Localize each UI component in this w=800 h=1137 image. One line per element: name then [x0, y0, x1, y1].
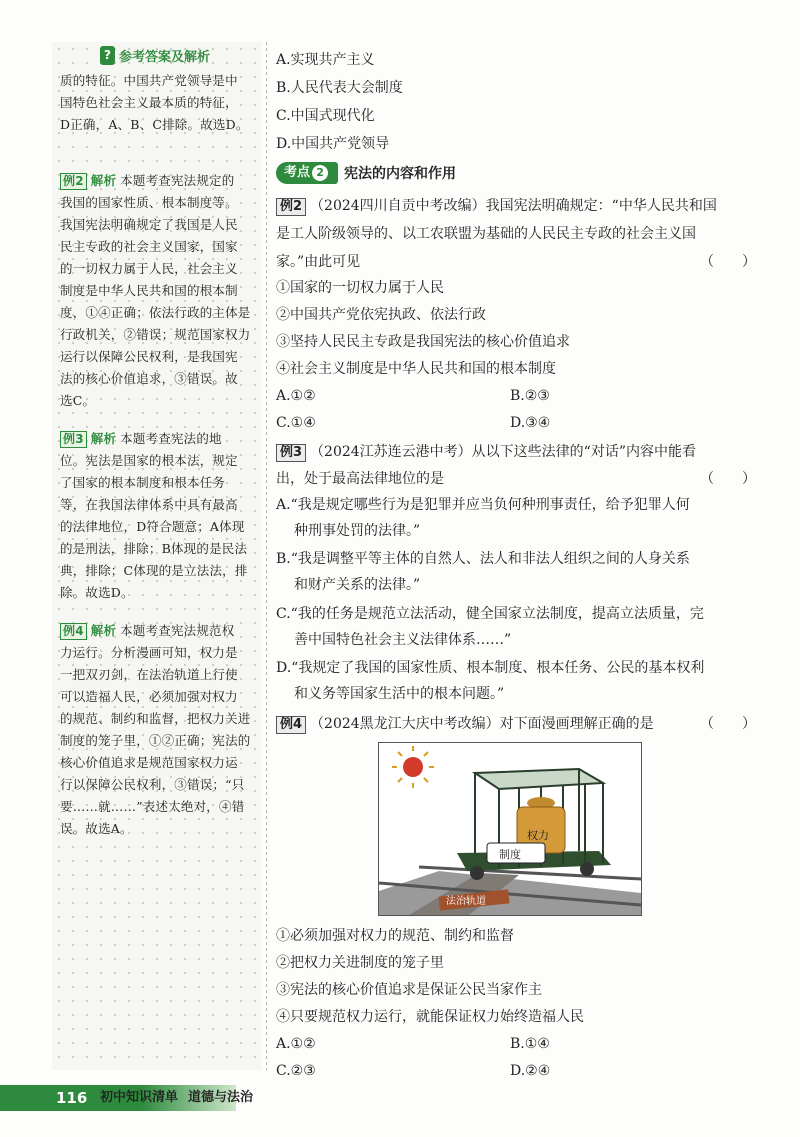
example-tag: 例2	[276, 198, 306, 216]
ex3-stem-line: 例3 （2024江苏连云港中考）从以下这些法律的“对话”内容中能看	[276, 442, 696, 462]
statement: ④只要规范权力运行，就能保证权力始终造福人民	[276, 1009, 584, 1025]
statement: ①国家的一切权力属于人民	[276, 280, 444, 296]
option: B.②③	[510, 388, 550, 404]
answer-header-title: 参考答案及解析	[119, 49, 211, 65]
option: A.“我是规定哪些行为是犯罪并应当负何种刑事责任，给予犯罪人何	[276, 497, 690, 513]
answer-tag: 例2	[60, 173, 87, 190]
option-cont: 和义务等国家生活中的根本问题。”	[294, 686, 505, 702]
option: D.②④	[510, 1063, 551, 1079]
option: B.“我是调整平等主体的自然人、法人和非法人组织之间的人身关系	[276, 551, 690, 567]
answer-tag: 例4	[60, 623, 87, 640]
statement: ③坚持人民民主专政是我国宪法的核心价值追求	[276, 334, 570, 350]
answer-paren: （ ）	[700, 716, 756, 732]
option: D.③④	[510, 415, 551, 431]
cartoon-image	[378, 742, 642, 916]
answer-paren: （ ）	[700, 471, 756, 487]
ex2-stem-line: 例2 （2024四川自贡中考改编）我国宪法明确规定：“中华人民共和国	[276, 196, 717, 216]
power-label: 权力	[527, 829, 549, 842]
prev-option: D.中国共产党领导	[276, 136, 390, 152]
answer-ex4: 例4 解析 本题考查宪法规范权 力运行。分析漫画可知，权力是 一把双刃剑，在法治轨道上行使 可以造福人民，必须加强对权力 的规范、制约和监督，把权力关进 制度的笼子里，①②正确；宪法的 核心价值追求是规范国家权力运 行以保障公民权利，③错误；“只 要……就……”表述太绝对，④错 误。故选A。	[60, 623, 251, 836]
ex4-stem: 例4 （2024黑龙江大庆中考改编）对下面漫画理解正确的是	[276, 714, 654, 734]
kaodian-number: 2	[312, 165, 328, 181]
rail-label: 法治轨道	[446, 896, 486, 907]
statement: ④社会主义制度是中华人民共和国的根本制度	[276, 361, 556, 377]
key-icon: ?	[100, 46, 115, 65]
prev-option: A.实现共产主义	[276, 52, 375, 68]
prev-option: B.人民代表大会制度	[276, 80, 403, 96]
answer-ex2: 例2 解析 本题考查宪法规定的 我国的国家性质、根本制度等。 我国宪法明确规定了我国是人民 民主专政的社会主义国家，国家 的一切权力属于人民，社会主义 制度是中华人民共和国的根本制 度，①④正确；依法行政的主体是 行政机关，②错误；规范国家权力 运行以保障公民权利，是我国宪 法的核心价值追求，③错误。故 选C。	[60, 173, 251, 408]
option-cont: 善中国特色社会主义法律体系……”	[294, 632, 512, 648]
answer-header	[100, 44, 240, 66]
prev-option: C.中国式现代化	[276, 108, 375, 124]
option-cont: 种刑事处罚的法律。”	[294, 523, 421, 539]
ex2-stem-line: 家。”由此可见	[276, 254, 361, 270]
kaodian-badge: 考点 2	[276, 162, 338, 184]
ex3-stem-line: 出，处于最高法律地位的是	[276, 471, 444, 487]
statement: ③宪法的核心价值追求是保证公民当家作主	[276, 982, 542, 998]
page-number: 116	[56, 1089, 88, 1107]
answer-intro: 质的特征。中国共产党领导是中 国特色社会主义最本质的特征， D正确，A、B、C排除。故选D。	[60, 73, 249, 132]
statement: ②中国共产党依宪执政、依法行政	[276, 307, 486, 323]
option: C.②③	[276, 1063, 316, 1079]
option: D.“我规定了我国的国家性质、根本制度、根本任务、公民的基本权利	[276, 660, 705, 676]
option: C.“我的任务是规范立法活动，健全国家立法制度，提高立法质量，完	[276, 606, 704, 622]
system-label: 制度	[499, 848, 521, 861]
option: A.①②	[276, 388, 316, 404]
option: C.①④	[276, 415, 316, 431]
ex2-stem-line: 是工人阶级领导的、以工农联盟为基础的人民民主专政的社会主义国	[276, 226, 696, 242]
statement: ①必须加强对权力的规范、制约和监督	[276, 928, 514, 944]
column-divider	[266, 42, 267, 1070]
option: A.①②	[276, 1036, 316, 1052]
statement: ②把权力关进制度的笼子里	[276, 955, 444, 971]
example-tag: 例4	[276, 716, 306, 734]
option: B.①④	[510, 1036, 550, 1052]
answer-ex3: 例3 解析 本题考查宪法的地 位。宪法是国家的根本法，规定 了国家的根本制度和根本任务 等，在我国法律体系中具有最高 的法律地位，D符合题意；A体现 的是刑法，排除；B体现的是民法 典，排除；C体现的是立法法，排 除。故选D。	[60, 431, 248, 600]
section-title: 宪法的内容和作用	[344, 166, 456, 182]
answer-paren: （ ）	[700, 254, 756, 270]
footer-title: 初中知识清单 道德与法治	[100, 1090, 254, 1105]
example-tag: 例3	[276, 444, 306, 462]
answer-tag: 例3	[60, 431, 87, 448]
option-cont: 和财产关系的法律。”	[294, 577, 421, 593]
